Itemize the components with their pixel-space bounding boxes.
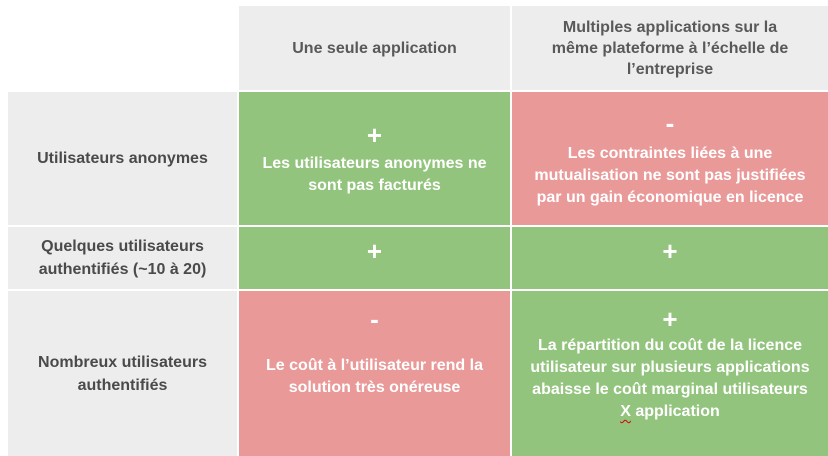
plus-icon: + xyxy=(662,236,678,266)
plus-icon: + xyxy=(366,236,383,266)
cell-text-line: Les utilisateurs anonymes ne xyxy=(262,154,487,172)
row-label-text: Nombreux utilisateurs xyxy=(38,353,207,371)
cell-anonymous-multi-app xyxy=(512,92,828,225)
row-label-many-authenticated xyxy=(8,291,237,456)
cell-text-line: utilisateur sur plusieurs applications xyxy=(530,359,810,376)
row-label-text: authentifiés (~10 à 20) xyxy=(38,261,207,278)
row-label-text: authentifiés xyxy=(77,376,168,394)
header-multi-app-line-1: Multiples applications sur la xyxy=(562,18,778,36)
cell-text-line-last xyxy=(620,401,720,423)
row-label-few-authenticated xyxy=(8,227,237,289)
row-label-anonymous-users xyxy=(8,92,237,225)
plus-icon: + xyxy=(366,119,383,150)
cell-text-line: par un gain économique en licence xyxy=(536,188,804,206)
cell-few-single-app xyxy=(239,227,510,289)
minus-icon: - xyxy=(370,304,379,334)
header-single-app-label: Une seule application xyxy=(292,39,457,57)
cell-text-line: La répartition du coût de la licence xyxy=(537,337,803,354)
cell-text-line: Le coût à l’utilisateur rend la xyxy=(266,357,483,374)
row-label-text: Quelques utilisateurs xyxy=(41,238,204,255)
header-multi-app-line-2: même plateforme à l’échelle de xyxy=(551,39,789,57)
cell-text-line: solution très onéreuse xyxy=(288,379,461,396)
header-multi-app xyxy=(512,6,828,90)
cell-many-multi-app xyxy=(512,291,828,456)
plus-icon: + xyxy=(662,304,678,334)
spellcheck-word: X xyxy=(620,403,631,420)
cell-text-line: Les contraintes liées à une xyxy=(567,144,773,162)
cell-few-multi-app xyxy=(512,227,828,289)
cell-text-rest: application xyxy=(630,403,720,420)
header-single-app xyxy=(239,6,510,90)
header-multi-app-line-3: l’entreprise xyxy=(626,60,714,78)
cell-text-line: mutualisation ne sont pas justifiées xyxy=(534,166,806,184)
cell-anonymous-single-app xyxy=(239,92,510,225)
cell-many-single-app xyxy=(239,291,510,456)
cell-text-line: abaisse le coût marginal utilisateurs xyxy=(532,381,808,398)
minus-icon: - xyxy=(665,107,675,138)
cell-text-line: sont pas facturés xyxy=(308,176,441,194)
row-label-text: Utilisateurs anonymes xyxy=(37,150,208,167)
